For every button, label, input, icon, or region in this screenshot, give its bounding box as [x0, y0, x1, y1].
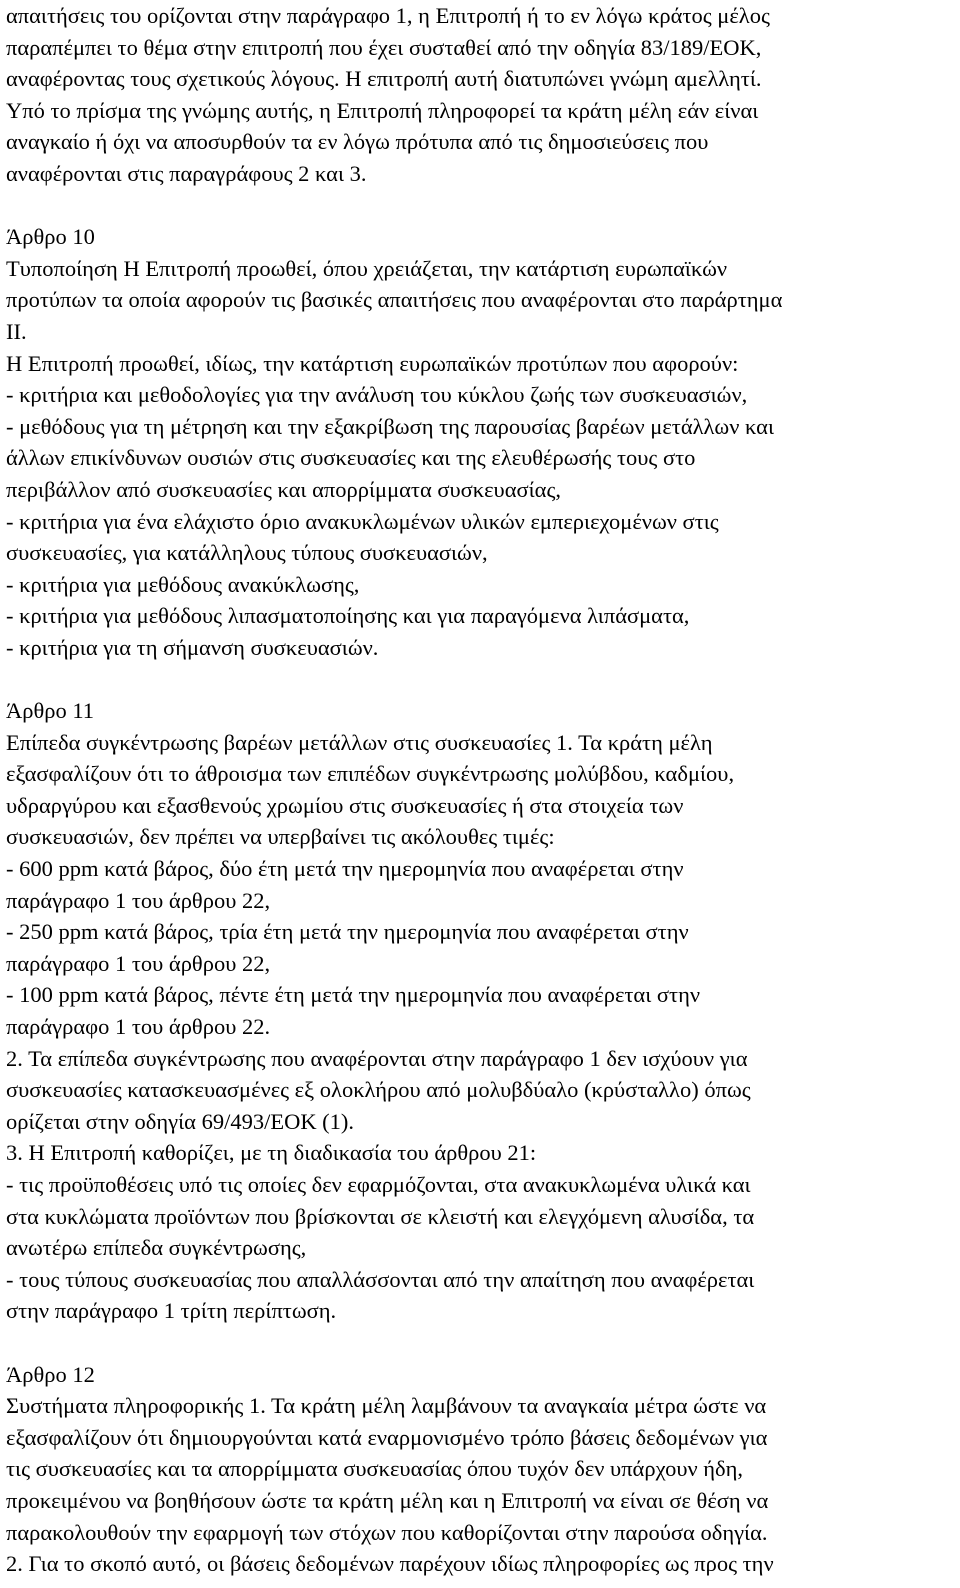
text-line: προτύπων τα οποία αφορούν τις βασικές απαιτήσεις που αναφέρονται στο παράρτημα: [6, 287, 783, 313]
text-line: άλλων επικίνδυνων ουσιών στις συσκευασίες και της ελευθέρωσής τους στο: [6, 445, 696, 471]
text-line: παράγραφο 1 του άρθρου 22.: [6, 1014, 271, 1039]
text-line: προκειμένου να βοηθήσουν ώστε τα κράτη μέλη και η Επιτροπή να είναι σε θέση να: [6, 1487, 769, 1513]
paragraph-gap: [6, 663, 956, 695]
text-line: συσκευασίες, για κατάλληλους τύπους συσκευασιών,: [6, 540, 488, 566]
text-line: αναγκαίο ή όχι να αποσυρθούν τα εν λόγω πρότυπα από τις δημοσιεύσεις που: [6, 129, 709, 155]
text-line: εξασφαλίζουν ότι δημιουργούνται κατά εναρμονισμένο τρόπο βάσεις δεδομένων για: [6, 1424, 768, 1450]
text-line: Συστήματα πληροφορικής 1. Τα κράτη μέλη λαμβάνουν τα αναγκαία μέτρα ώστε να: [6, 1393, 767, 1419]
text-line: εξασφαλίζουν ότι το άθροισμα των επιπέδων συγκέντρωσης μολύβδου, καδμίου,: [6, 761, 735, 787]
text-line: Άρθρο 10: [6, 224, 95, 250]
text-line: - 250 ppm κατά βάρος, τρία έτη μετά την ημερομηνία που αναφέρεται στην: [6, 919, 689, 945]
text-line: τις συσκευασίες και τα απορρίμματα συσκευασίας όπου τυχόν δεν υπάρχουν ήδη,: [6, 1456, 744, 1482]
text-line: 2. Για το σκοπό αυτό, οι βάσεις δεδομένων παρέχουν ιδίως πληροφορίες ως προς την: [6, 1551, 774, 1577]
text-line: - κριτήρια για ένα ελάχιστο όριο ανακυκλωμένων υλικών εμπεριεχομένων στις: [6, 508, 719, 534]
text-line: περιβάλλον από συσκευασίες και απορρίμματα συσκευασίας,: [6, 476, 561, 502]
text-line: αναφέροντας τους σχετικούς λόγους. Η επιτροπή αυτή διατυπώνει γνώμη αμελλητί.: [6, 66, 762, 92]
text-line: στα κυκλώματα προϊόντων που βρίσκονται σε κλειστή και ελεγχόμενη αλυσίδα, τα: [6, 1203, 755, 1229]
paragraph-gap: [6, 1327, 956, 1359]
text-line: απαιτήσεις του ορίζονται στην παράγραφο 1, η Επιτροπή ή το εν λόγω κράτος μέλος: [6, 3, 770, 28]
text-line: - κριτήρια για μεθόδους ανακύκλωσης,: [6, 571, 360, 597]
text-line: - κριτήρια και μεθοδολογίες για την ανάλυση του κύκλου ζωής των συσκευασιών,: [6, 382, 748, 408]
text-block: [6, 695, 956, 1327]
text-line: - κριτήρια για μεθόδους λιπασματοποίησης και για παραγόμενα λιπάσματα,: [6, 603, 690, 629]
text-line: - μεθόδους για τη μέτρηση και την εξακρίβωση της παρουσίας βαρέων μετάλλων και: [6, 413, 775, 439]
text-line: Τυποποίηση Η Επιτροπή προωθεί, όπου χρειάζεται, την κατάρτιση ευρωπαϊκών: [6, 255, 728, 281]
text-line: - κριτήρια για τη σήμανση συσκευασιών.: [6, 634, 379, 660]
text-line: Η Επιτροπή προωθεί, ιδίως, την κατάρτιση ευρωπαϊκών προτύπων που αφορούν:: [6, 350, 739, 376]
text-line: ανωτέρω επίπεδα συγκέντρωσης,: [6, 1235, 307, 1261]
text-line: ορίζεται στην οδηγία 69/493/ΕΟΚ (1).: [6, 1108, 355, 1134]
text-line: συσκευασίες κατασκευασμένες εξ ολοκλήρου από μολυβδύαλο (κρύσταλλο) όπως: [6, 1077, 751, 1103]
text-line: στην παράγραφο 1 τρίτη περίπτωση.: [6, 1298, 337, 1324]
text-line: παράγραφο 1 του άρθρου 22,: [6, 887, 271, 913]
text-line: παρακολουθούν την εφαρμογή των στόχων που καθορίζονται στην παρούσα οδηγία.: [6, 1519, 768, 1545]
text-block: [6, 221, 956, 663]
text-line: 3. Η Επιτροπή καθορίζει, με τη διαδικασία του άρθρου 21:: [6, 1140, 537, 1166]
document-body: [6, 0, 956, 1580]
text-block: [6, 1359, 956, 1580]
text-line: - τους τύπους συσκευασίας που απαλλάσσονται από την απαίτηση που αναφέρεται: [6, 1266, 755, 1292]
text-line: Επίπεδα συγκέντρωσης βαρέων μετάλλων στις συσκευασίες 1. Τα κράτη μέλη: [6, 729, 713, 755]
text-line: αναφέρονται στις παραγράφους 2 και 3.: [6, 160, 367, 186]
text-line: 2. Τα επίπεδα συγκέντρωσης που αναφέρονται στην παράγραφο 1 δεν ισχύουν για: [6, 1045, 748, 1071]
paragraph-gap: [6, 190, 956, 222]
text-line: παράγραφο 1 του άρθρου 22,: [6, 950, 271, 976]
text-line: Άρθρο 12: [6, 1361, 95, 1387]
text-line: Άρθρο 11: [6, 698, 95, 724]
text-line: συσκευασιών, δεν πρέπει να υπερβαίνει τις ακόλουθες τιμές:: [6, 824, 555, 850]
text-line: - τις προϋποθέσεις υπό τις οποίες δεν εφαρμόζονται, στα ανακυκλωμένα υλικά και: [6, 1171, 751, 1197]
text-line: υδραργύρου και εξασθενούς χρωμίου στις συσκευασίες ή στα στοιχεία των: [6, 792, 684, 818]
text-line: - 100 ppm κατά βάρος, πέντε έτη μετά την ημερομηνία που αναφέρεται στην: [6, 982, 701, 1008]
text-line: Υπό το πρίσμα της γνώμης αυτής, η Επιτροπή πληροφορεί τα κράτη μέλη εάν είναι: [6, 97, 759, 123]
text-line: - 600 ppm κατά βάρος, δύο έτη μετά την ημερομηνία που αναφέρεται στην: [6, 856, 684, 882]
text-line: ΙΙ.: [6, 318, 27, 344]
text-block: [6, 0, 956, 190]
text-line: παραπέμπει το θέμα στην επιτροπή που έχει συσταθεί από την οδηγία 83/189/ΕΟΚ,: [6, 34, 762, 60]
